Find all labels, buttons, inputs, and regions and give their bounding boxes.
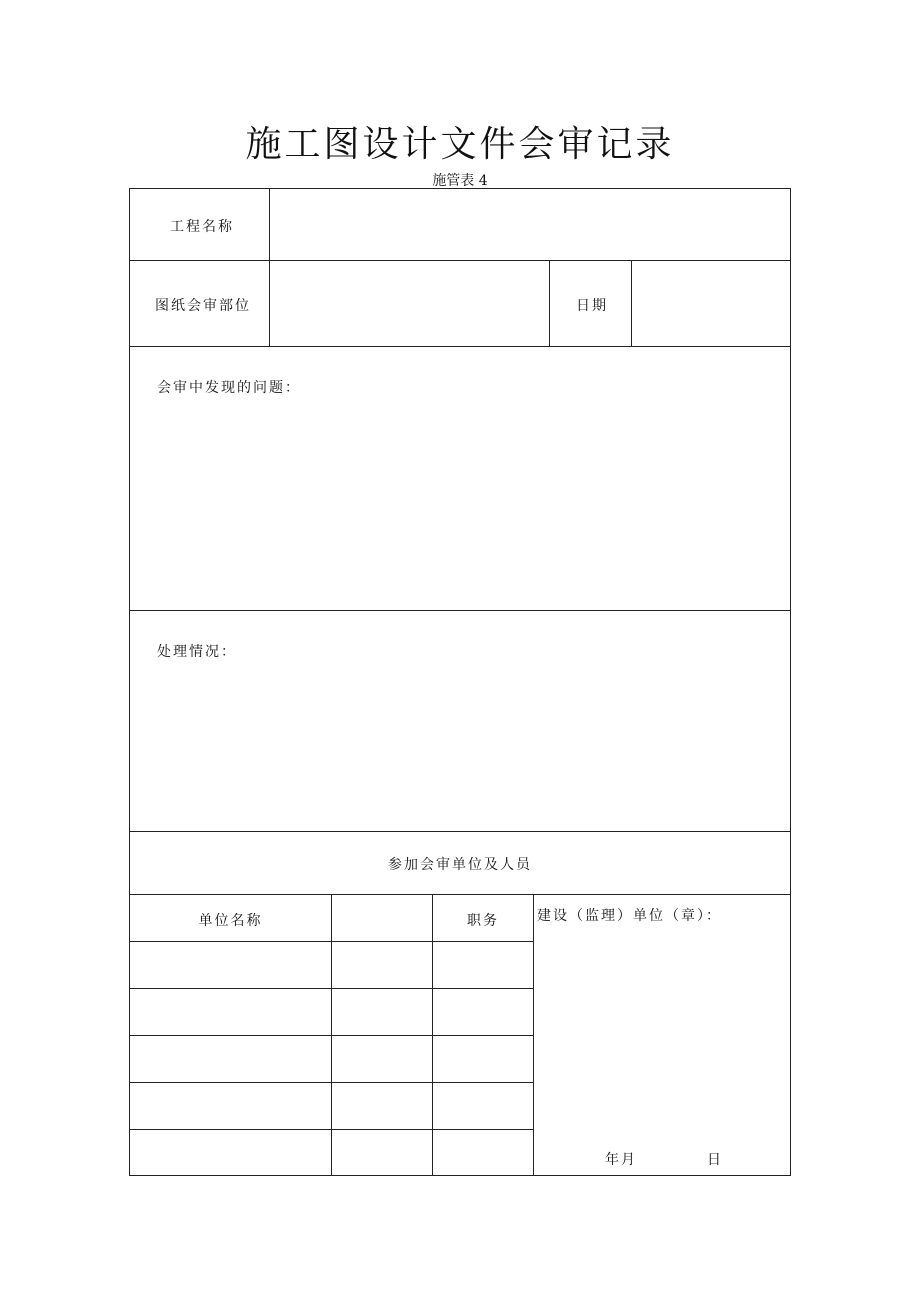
form-title: 施工图设计文件会审记录 <box>245 124 675 165</box>
seal-year-month: 年月 <box>605 1152 637 1168</box>
drawing-part-label: 图纸会审部位 <box>155 298 251 314</box>
participants-header: 参加会审单位及人员 <box>388 857 532 873</box>
review-form <box>129 188 791 1176</box>
rule-date-left <box>549 260 550 346</box>
column-position: 职务 <box>467 913 499 929</box>
rule-label-column <box>269 189 270 346</box>
rule-after-project <box>130 260 790 261</box>
seal-label: 建设（监理）单位（章）： <box>537 908 722 924</box>
project-name-label: 工程名称 <box>170 219 234 235</box>
form-number: 施管表 4 <box>432 173 488 189</box>
rule-date-right <box>631 260 632 346</box>
seal-day: 日 <box>707 1152 723 1168</box>
rule-participant-col-3 <box>533 894 534 1175</box>
column-unit-name: 单位名称 <box>198 913 263 929</box>
date-label: 日期 <box>576 298 608 314</box>
rule-after-handling <box>130 831 790 832</box>
handling-label: 处理情况： <box>157 644 237 660</box>
rule-after-participants-header <box>130 894 790 895</box>
rule-participant-col-1 <box>331 894 332 1175</box>
rule-participant-col-2 <box>432 894 433 1175</box>
rule-after-issues <box>130 610 790 611</box>
rule-after-drawing <box>130 346 790 347</box>
issues-label: 会审中发现的问题： <box>157 380 301 396</box>
